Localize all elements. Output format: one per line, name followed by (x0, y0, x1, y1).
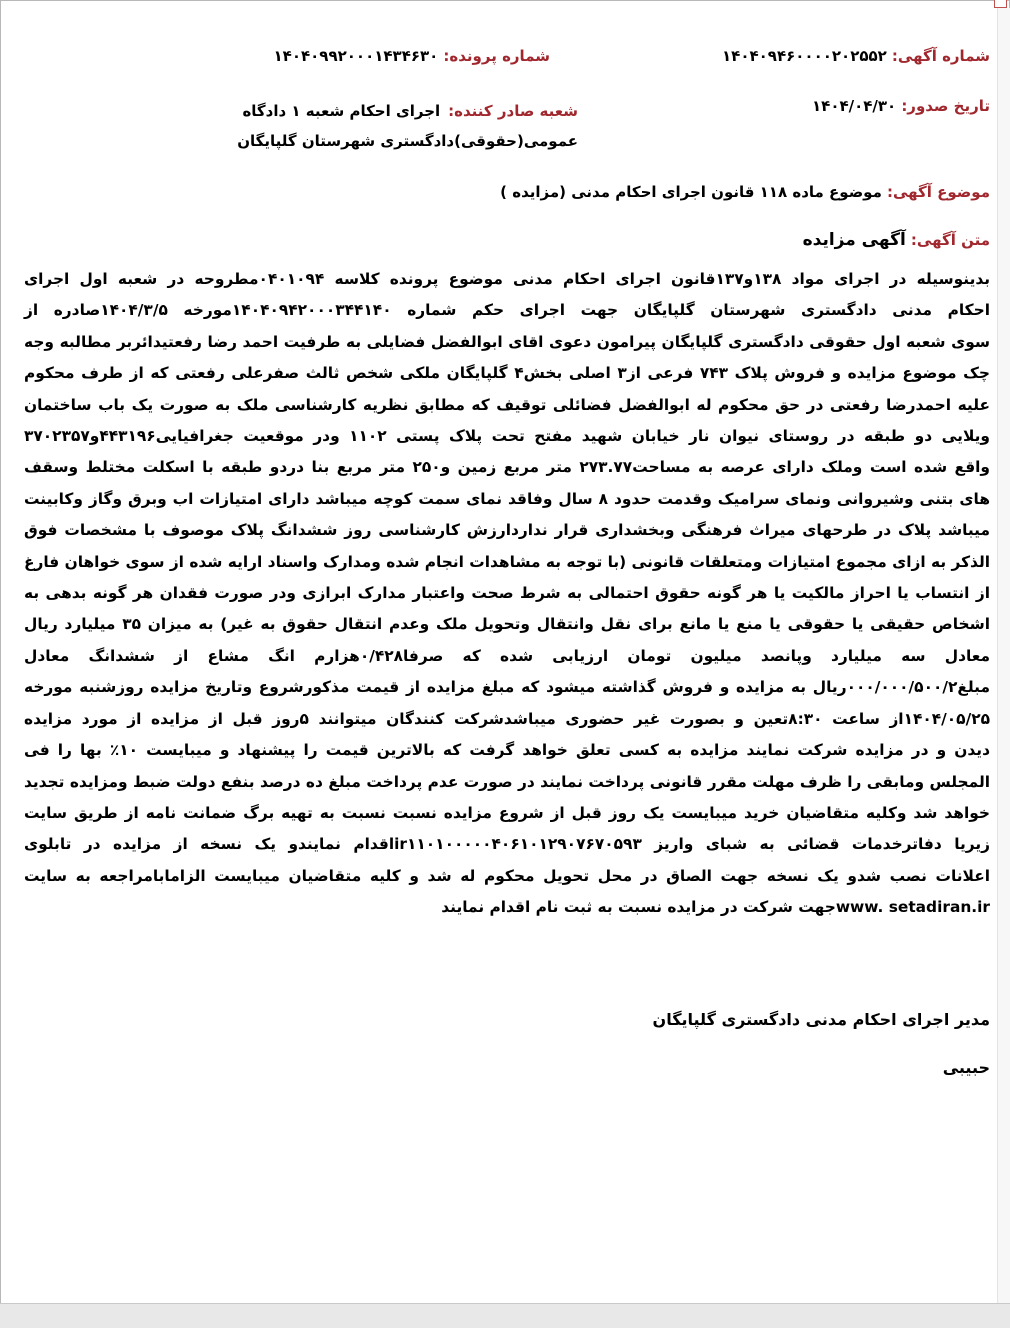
vertical-scrollbar[interactable] (997, 8, 1010, 1304)
body-line: اشخاص حقیقی یا حقوقی یا منع یا مانع برای نقل وانتقال وتحویل ملک وعدم انتقال حقوق به غیر) به میزان ۳۵ میلیارد ریال (24, 615, 991, 634)
file-number-value: ۱۴۰۴۰۹۹۲۰۰۰۱۴۳۴۶۳۰ (273, 47, 439, 65)
file-number-field (274, 46, 550, 65)
body-line: دیدن و در مزایده شرکت نمایند مزایده به کسی تعلق خواهد گرفت که بالاترین قیمت را پیشنهاد و میبایست ۱۰٪ بها را فی (24, 741, 990, 760)
notice-text-title: آگهی مزایده (802, 230, 906, 250)
notice-text-label: متن آگهی: (910, 231, 990, 249)
body-line: چک موضوع مزایده و فروش پلاک ۷۴۳ فرعی از۳ اصلی بخش۴ گلپایگان ملکی شخص ثالث صفرعلی رفعتی که از طرف محکوم (24, 364, 990, 383)
issuing-branch-label: شعبه صادر کننده: (448, 102, 578, 120)
subject-field (500, 182, 990, 201)
subject-value: موضوع ماده ۱۱۸ قانون اجرای احکام مدنی (مزایده ) (500, 183, 882, 201)
issue-date-label: تاریخ صدور: (901, 97, 990, 115)
body-line: واقع شده است وملک دارای عرصه به مساحت۲۷۳.۷۷ متر مربع زمین و۲۵۰ متر مربع بنا دردو طبقه با اسکلت مختلط وسقف (24, 458, 990, 477)
body-line: ۱۴۰۴/۰۵/۲۵از ساعت ۸:۳۰تعین و بصورت غیر حضوری میباشدشرکت کنندگان میتوانند ۵روز قبل از مزایده از مورد مزایده (24, 709, 990, 728)
signature-name: حبیبی (942, 1058, 990, 1077)
notice-text-field (803, 230, 990, 250)
notice-number-field (722, 46, 990, 65)
body-line: سوی شعبه اول حقوقی دادگستری گلپایگان پیرامون دعوی اقای ابوالفضل فضایلی به طرفیت احمد رضا رفعتیدائربر مطالبه وجه (24, 332, 990, 351)
body-line: المجلس ومابقی را ظرف مهلت مقرر قانونی پرداخت نمایند در صورت عدم پرداخت مبلغ ده درصد بنفع دولت ضبط ومزایده تجدید (24, 772, 990, 791)
body-line: احکام مدنی دادگستری شهرستان گلپایگان جهت اجرای حکم شماره ۱۴۰۴۰۹۴۲۰۰۰۳۴۴۱۴۰مورخه ۱۴۰۴/۳/۵صادره از (24, 301, 990, 320)
body-line: بدینوسیله در اجرای مواد ۱۳۸و۱۳۷قانون اجرای احکام مدنی موضوع پرونده کلاسه ۰۴۰۱۰۹۴مطروحه در شعبه اول اجرای (24, 270, 991, 288)
notice-number-label: شماره آگهی: (891, 47, 990, 65)
body-line: خواهد شد وکلیه متقاضیان خرید میبایست یک روز قبل از شروع مزایده نسبت نسبت به تهیه برگ ضمانت نامه از طریق سایت (24, 803, 990, 822)
body-line: معادل سه میلیارد وپانصد میلیون تومان ارزیابی شده که صرفا۰/۴۲۸هزارم انگ مشاع از ششدانگ معادل (24, 646, 990, 665)
signature-title: مدیر اجرای احکام مدنی دادگستری گلپایگان (652, 1010, 990, 1029)
notice-body (24, 264, 990, 924)
body-line: های بتنی وشیروانی ونمای سرامیک وقدمت حدود ۸ سال وفاقد نمای سمت کوچه میباشد دارای امتیازات اب وبرق وگاز وکابینت (24, 489, 990, 508)
body-line: علیه احمدرضا رفعتی در حق محکوم له ابوالفضل فضائلی توقیف که مطابق نظریه کارشناسی ملک به صورت یک باب ساختمان (24, 395, 990, 414)
issuing-branch-value: اجرای احکام شعبه ۱ دادگاه عمومی(حقوقی)دادگستری شهرستان گلپایگان (237, 102, 578, 150)
issuing-branch-field (58, 96, 578, 156)
body-line: الذکر به ازای مجموع امتیازات ومتعلقات قانونی (با توجه به مشاهدات انجام شده ومدارک واسناد ارایه شده از سوی خواهان فارغ (24, 552, 990, 571)
body-line: ویلایی دو طبقه در روستای نیوان نار خیابان شهید مفتح تحت پلاک پستی ۱۱۰۲ ودر موقعیت جغرافیایی۴۴۳۱۹۶و۳۷۰۲۳۵۷ (24, 427, 990, 446)
notice-number-value: ۱۴۰۴۰۹۴۶۰۰۰۰۲۰۲۵۵۲ (722, 47, 887, 65)
body-line: www. setadiran.irجهت شرکت در مزایده نسبت به ثبت نام اقدام نمایند (441, 898, 990, 917)
close-icon[interactable] (994, 0, 1007, 8)
body-line: از انتساب یا احراز مالکیت یا هر گونه حقوق احتمالی به شرط صحت واعتبار مدارک ابرازی ودر صورت فقدان هر گونه بدهی به (24, 584, 990, 603)
issue-date-value: ۱۴۰۴/۰۴/۳۰ (812, 97, 897, 115)
body-line: میباشد پلاک در طرحهای میراث فرهنگی وبخشداری قرار نداردارزش کارشناسی روز ششدانگ پلاک موصوف با مشخصات فوق (24, 521, 990, 540)
body-line: مبلغ۰۰۰/۰۰۰/۵۰۰/۲ریال به مزایده و فروش گذاشته میشود که مبلغ مزایده از قیمت مذکورشروع وتاریخ مزایده روزشنبه مورخه (24, 678, 990, 697)
issue-date-field (812, 96, 990, 115)
subject-label: موضوع آگهی: (886, 183, 990, 201)
file-number-label: شماره پرونده: (443, 47, 550, 65)
body-line: زیریا دفاترخدمات قضائی به شبای واریز ir۱۱۰۱۰۰۰۰۰۴۰۶۱۰۱۲۹۰۷۶۷۰۵۹۳اقدام نمایندو یک نسخه از مزایده در تابلوی (24, 835, 990, 854)
status-bar (0, 1303, 1010, 1328)
body-line: اعلانات نصب شدو یک نسخه جهت الصاق در محل تحویل محکوم له شد و کلیه متقاضیان میبایست الزامابامراجعه به سایت (24, 866, 990, 885)
